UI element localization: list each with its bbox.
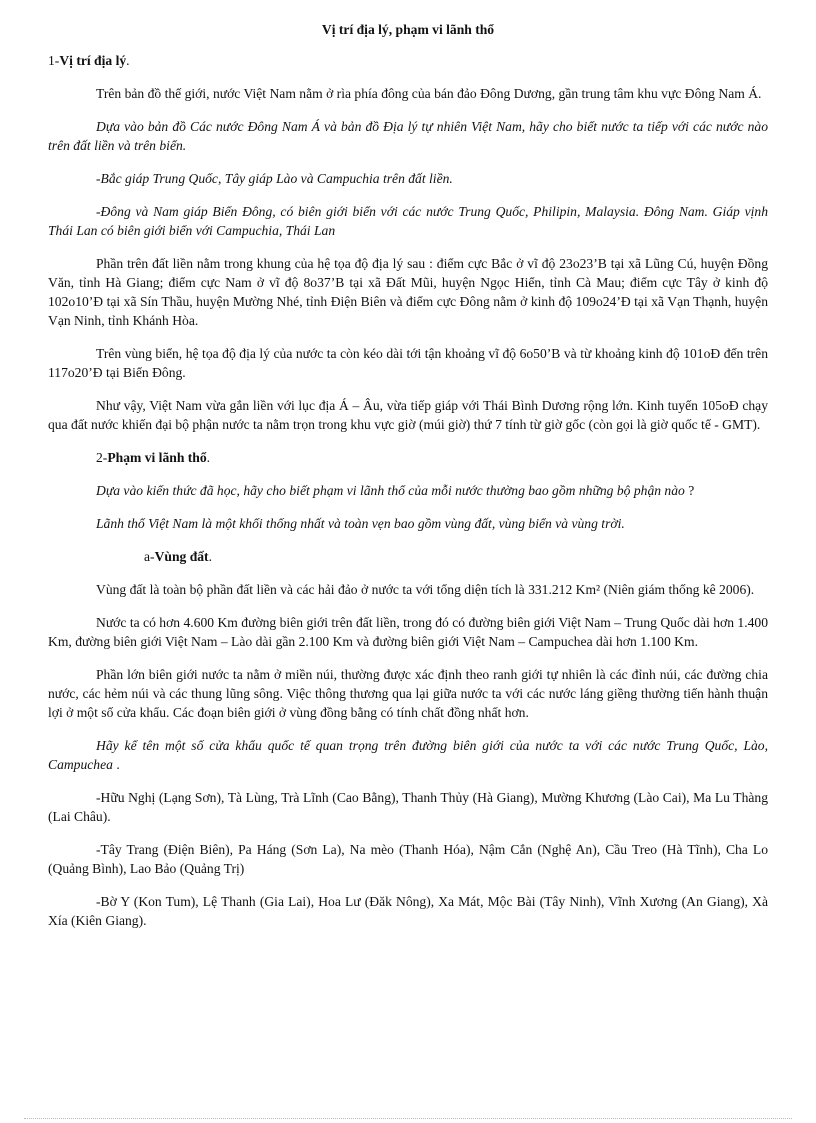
page-bottom-divider <box>24 1118 792 1119</box>
question-border-gates <box>48 736 768 774</box>
question-end: . <box>112 757 120 772</box>
question-mark: ? <box>684 483 695 498</box>
section-label: Phạm vi lãnh thổ <box>107 450 207 465</box>
section-number: a- <box>144 549 155 564</box>
question-text: Dựa vào kiến thức đã học, hãy cho biết phạm vi lãnh thổ của mỗi nước thường bao gồm những bộ phận nào <box>96 483 685 498</box>
paragraph-timezone: Như vậy, Việt Nam vừa gắn liền với lục địa Á – Âu, vừa tiếp giáp với Thái Bình Dương rộng lớn. Kinh tuyến 105oĐ chạy qua đất nước khiến đại bộ phận nước ta nằm trọn trong khu vực giờ (múi giờ) thứ 7 tính từ giờ gốc (còn gọi là giờ quốc tế - GMT). <box>48 398 768 432</box>
section-number: 1- <box>48 53 60 68</box>
section-label: Vùng đất <box>154 549 209 564</box>
section-number: 2- <box>96 450 108 465</box>
paragraph-land-area: Vùng đất là toàn bộ phần đất liền và các hải đảo ở nước ta với tổng diện tích là 331.212 Km² (Niên giám thống kê 2006). <box>96 582 755 597</box>
answer-territory: Lãnh thổ Việt Nam là một khối thống nhất và toàn vẹn bao gồm vùng đất, vùng biển và vùng trời. <box>96 516 625 531</box>
section-heading-2 <box>48 448 768 467</box>
paragraph-border-terrain: Phần lớn biên giới nước ta nằm ở miền núi, thường được xác định theo ranh giới tự nhiên là các đỉnh núi, các đường chia nước, các hẻm núi và các thung lũng sông. Việc thông thương qua lại giữa nước ta với các nước láng giềng thường tiến hành thuận lợi ở một số cửa khẩu. Các đoạn biên giới ở vùng đồng bằng có tính chất đồng nhất hơn. <box>48 667 768 720</box>
answer-sea-borders: -Đông và Nam giáp Biển Đông, có biên giới biển với các nước Trung Quốc, Philipin, Malaysia. Đông Nam. Giáp vịnh Thái Lan có biên giới biển với Campuchia, Thái Lan <box>48 204 768 238</box>
question-text: Hãy kể tên một số cửa khẩu quốc tế quan trọng trên đường biên giới của nước ta với các nước Trung Quốc, Lào, Campuchea <box>48 738 768 772</box>
section-heading-2a <box>48 547 768 566</box>
document-page <box>48 20 768 944</box>
list-item-cambodia-gates: -Bờ Y (Kon Tum), Lệ Thanh (Gia Lai), Hoa Lư (Đăk Nông), Xa Mát, Mộc Bài (Tây Ninh), Vĩnh Xương (An Giang), Xà Xía (Kiên Giang). <box>48 894 768 928</box>
list-item-china-gates: -Hữu Nghị (Lạng Sơn), Tà Lùng, Trà Lĩnh (Cao Bằng), Thanh Thủy (Hà Giang), Mường Khương (Lào Cai), Ma Lu Thàng (Lai Châu). <box>48 790 768 824</box>
paragraph-border-length: Nước ta có hơn 4.600 Km đường biên giới trên đất liền, trong đó có đường biên giới Việt Nam – Trung Quốc dài hơn 1.400 Km, đường biên giới Việt Nam – Lào dài gần 2.100 Km và đường biên giới Việt Nam – Campuchea dài hơn 1.100 Km. <box>48 615 768 649</box>
section-end: . <box>126 53 130 68</box>
page-title: Vị trí địa lý, phạm vi lãnh thổ <box>321 22 495 37</box>
list-item-laos-gates: -Tây Trang (Điện Biên), Pa Háng (Sơn La), Na mèo (Thanh Hóa), Nậm Cắn (Nghệ An), Cầu Treo (Hà Tĩnh), Cha Lo (Quảng Bình), Lao Bảo (Quảng Trị) <box>48 842 768 876</box>
paragraph-coordinates: Phần trên đất liền nằm trong khung của hệ tọa độ địa lý sau : điểm cực Bắc ở vĩ độ 23o23’B tại xã Lũng Cú, huyện Đồng Văn, tỉnh Hà Giang; điểm cực Nam ở vĩ độ 8o37’B tại xã Đất Mũi, huyện Ngọc Hiển, tỉnh Cà Mau; điểm cực Tây ở kinh độ 102o10’Đ tại xã Sín Thầu, huyện Mường Nhé, tỉnh Điện Biên và điểm cực Đông nằm ở kinh độ 109o24’Đ tại xã Vạn Thạnh, huyện Vạn Ninh, tỉnh Khánh Hòa. <box>48 256 768 328</box>
paragraph-sea-coordinates: Trên vùng biển, hệ tọa độ địa lý của nước ta còn kéo dài tới tận khoảng vĩ độ 6o50’B và từ khoảng kinh độ 101oĐ đến trên 117o20’Đ tại Biển Đông. <box>48 346 768 380</box>
question-territory <box>48 481 768 500</box>
section-heading-1 <box>48 51 768 70</box>
paragraph-location: Trên bản đồ thế giới, nước Việt Nam nằm ở rìa phía đông của bán đảo Đông Dương, gần trung tâm khu vực Đông Nam Á. <box>96 86 762 101</box>
section-label: Vị trí địa lý <box>59 53 127 68</box>
section-end: . <box>208 549 212 564</box>
answer-land-borders: -Bắc giáp Trung Quốc, Tây giáp Lào và Campuchia trên đất liền. <box>96 171 453 186</box>
question-neighbors: Dựa vào bản đồ Các nước Đông Nam Á và bản đồ Địa lý tự nhiên Việt Nam, hãy cho biết nước ta tiếp với các nước nào trên đất liền và trên biển. <box>48 119 768 153</box>
section-end: . <box>206 450 211 465</box>
